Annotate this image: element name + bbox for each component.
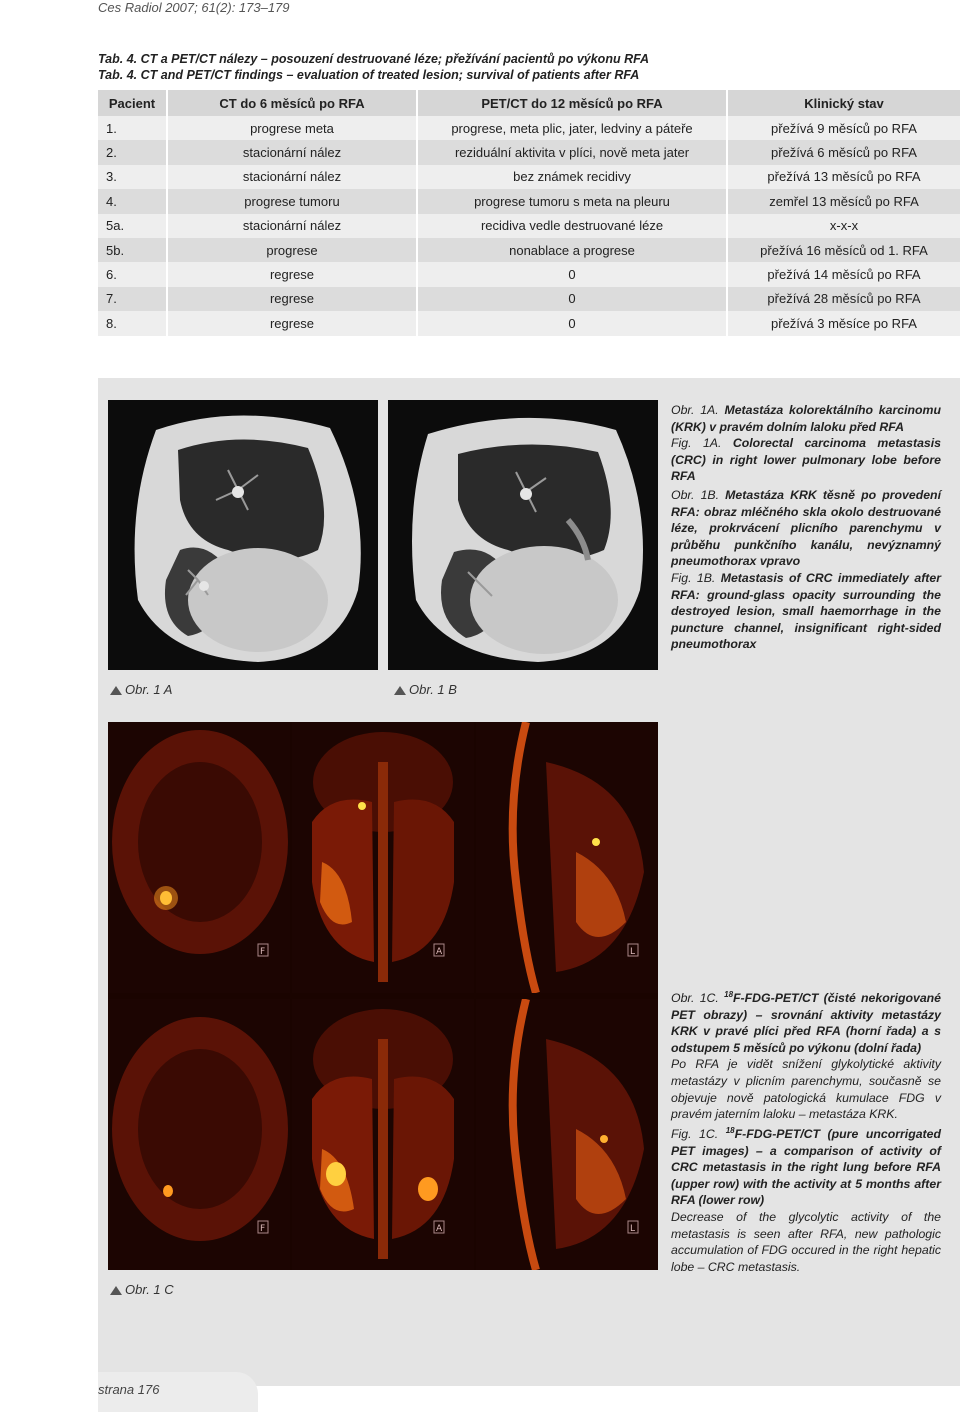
orientation-f: F bbox=[260, 1224, 266, 1234]
table-row: 8. regrese 0 přežívá 3 měsíce po RFA bbox=[98, 311, 960, 335]
col-clinical: Klinický stav bbox=[727, 90, 960, 116]
figure-label-1b: Obr. 1 B bbox=[394, 682, 457, 697]
ct-1b-graphic bbox=[388, 400, 658, 670]
table-row: 4. progrese tumoru progrese tumoru s meta na pleuru zemřel 13 měsíců po RFA bbox=[98, 189, 960, 213]
pet-top-a-graphic bbox=[292, 722, 474, 993]
ct-image-1b bbox=[388, 400, 658, 670]
pet-image-grid bbox=[108, 722, 658, 1270]
orientation-l: L bbox=[630, 947, 636, 957]
findings-table bbox=[98, 90, 960, 336]
pet-bottom-a-graphic bbox=[292, 999, 474, 1270]
ct-1a-graphic bbox=[108, 400, 378, 670]
table-caption-en: Tab. 4. CT and PET/CT findings – evaluation of treated lesion; survival of patients after RFA bbox=[98, 68, 640, 82]
figure-label-1c: Obr. 1 C bbox=[110, 1282, 174, 1297]
figure-label-1a: Obr. 1 A bbox=[110, 682, 172, 697]
caption-1c: Obr. 1C. $^{18}$F-FDG-PET/CT (čisté nekorigované PET obrazy) – srovnání aktivity metastázy KRK v pravé plíci před RFA (horní řada) a s odstupem 5 měsíců po výkonu (dolní řada) Po RFA je vidět snížení glykolytické aktivity metastázy v plicním parenchymu, současně se objevuje nově patologická kumulace FDG v pravém jaterním laloku – metastáza KRK. Fig. 1C. $^{18}$F-FDG-PET/CT (pure uncorrigated PET images) – a comparison of activity of CRC metastasis in the right lung before RFA (upper row) with the activity at 5 months after RFA (lower row) Decrease of the glycolytic activity of the metastasis is seen after RFA, new pathologic accumulation of FDG occured in the right hepatic lobe – CRC metastasis. bbox=[671, 990, 942, 1274]
pet-bottom-l-graphic bbox=[476, 999, 658, 1270]
pet-top-f-graphic bbox=[108, 722, 290, 993]
pet-panel-top-l bbox=[476, 722, 658, 993]
pet-top-l-graphic bbox=[476, 722, 658, 993]
pet-bottom-f-graphic bbox=[108, 999, 290, 1270]
caption-1b: Obr. 1B. Metastáza KRK těsně po provedení RFA: obraz mléčného skla okolo destruované léze, prokrvácení plicního parenchymu v průběhu punkčního kanálu, nevýznamný pneumothorax vpravo Fig. 1B. Metastasis of CRC immediately after RFA: ground-glass opacity surrounding the destroyed lesion, small haemorrhage in the puncture channel, insignificant right-sided pneumothorax bbox=[671, 488, 942, 652]
table-header-row bbox=[98, 90, 960, 116]
pet-panel-top-f bbox=[108, 722, 290, 993]
table-row: 5a. stacionární nález recidiva vedle destruované léze x-x-x bbox=[98, 214, 960, 238]
table-row: 2. stacionární nález reziduální aktivita v plíci, nově meta jater přežívá 6 měsíců po RFA bbox=[98, 140, 960, 164]
journal-header: Ces Radiol 2007; 61(2): 173–179 bbox=[98, 0, 290, 15]
pet-panel-top-a bbox=[292, 722, 474, 993]
col-patient: Pacient bbox=[98, 90, 167, 116]
ct-image-1a bbox=[108, 400, 378, 670]
table-row: 7. regrese 0 přežívá 28 měsíců po RFA bbox=[98, 287, 960, 311]
orientation-a: A bbox=[436, 947, 443, 957]
triangle-icon bbox=[110, 1286, 122, 1295]
triangle-icon bbox=[110, 686, 122, 695]
caption-1a: Obr. 1A. Metastáza kolorektálního karcinomu (KRK) v pravém dolním laloku před RFA Fig. 1A. Colorectal carcinoma metastasis (CRC) in right lower pulmonary lobe before RFA bbox=[671, 403, 942, 484]
orientation-l: L bbox=[630, 1224, 636, 1234]
page-number: strana 176 bbox=[98, 1382, 160, 1397]
table-row: 5b. progrese nonablace a progrese přežívá 16 měsíců od 1. RFA bbox=[98, 238, 960, 262]
col-ct: CT do 6 měsíců po RFA bbox=[167, 90, 417, 116]
orientation-f: F bbox=[260, 947, 266, 957]
table-row: 1. progrese meta progrese, meta plic, jater, ledviny a páteře přežívá 9 měsíců po RFA bbox=[98, 116, 960, 140]
col-petct: PET/CT do 12 měsíců po RFA bbox=[417, 90, 727, 116]
table-caption-cz: Tab. 4. CT a PET/CT nálezy – posouzení destruované léze; přežívání pacientů po výkonu RFA bbox=[98, 52, 650, 66]
table-row: 6. regrese 0 přežívá 14 měsíců po RFA bbox=[98, 262, 960, 286]
triangle-icon bbox=[394, 686, 406, 695]
pet-panel-bottom-f bbox=[108, 999, 290, 1270]
pet-panel-bottom-l bbox=[476, 999, 658, 1270]
orientation-a: A bbox=[436, 1224, 443, 1234]
pet-panel-bottom-a bbox=[292, 999, 474, 1270]
table-row: 3. stacionární nález bez známek recidivy přežívá 13 měsíců po RFA bbox=[98, 165, 960, 189]
